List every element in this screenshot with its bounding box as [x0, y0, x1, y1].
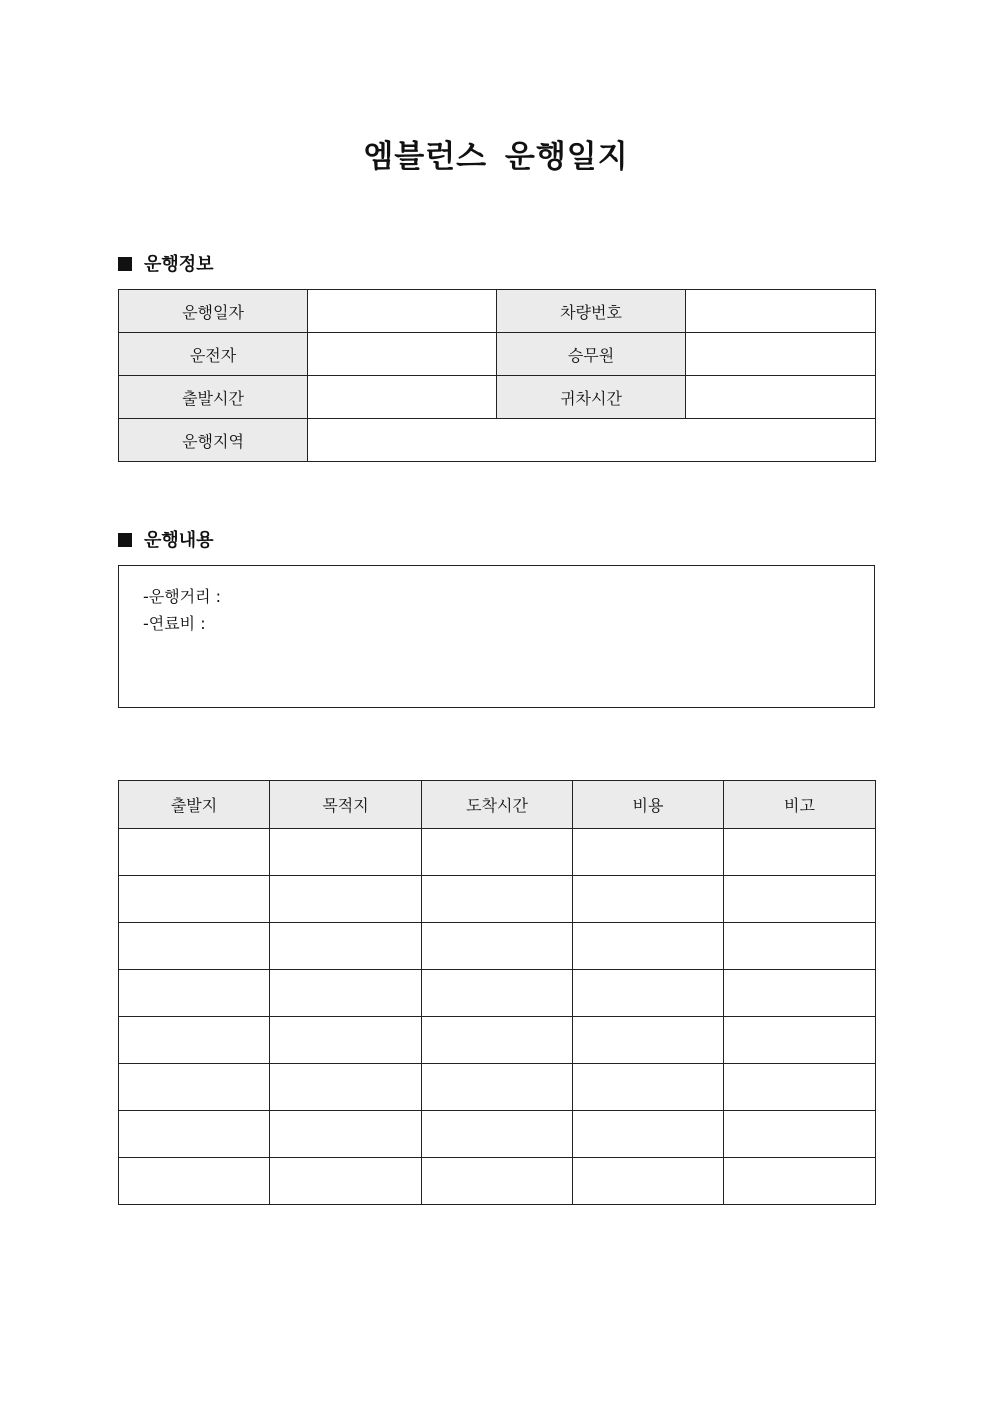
- table-row: [119, 876, 876, 923]
- table-row: [119, 1158, 876, 1205]
- arrival-time-cell[interactable]: [422, 876, 573, 923]
- crew-label: 승무원: [497, 333, 686, 376]
- destination-cell[interactable]: [270, 923, 422, 970]
- info-row-driver: [119, 333, 876, 376]
- remarks-cell[interactable]: [724, 1064, 876, 1111]
- destination-cell[interactable]: [270, 1158, 422, 1205]
- remarks-cell[interactable]: [724, 829, 876, 876]
- table-row: [119, 1111, 876, 1158]
- arrival-time-cell[interactable]: [422, 1111, 573, 1158]
- header-origin: 출발지: [119, 781, 270, 829]
- square-bullet-icon: [118, 533, 132, 547]
- section-heading-info: [118, 253, 214, 277]
- origin-cell[interactable]: [119, 970, 270, 1017]
- info-row-area: [119, 419, 876, 462]
- arrival-time-cell[interactable]: [422, 1158, 573, 1205]
- fuel-cost-line: -연료비 :: [143, 614, 206, 633]
- section-heading-content-label: 운행내용: [144, 530, 214, 551]
- cost-cell[interactable]: [573, 876, 724, 923]
- cost-cell[interactable]: [573, 970, 724, 1017]
- remarks-cell[interactable]: [724, 1017, 876, 1064]
- remarks-cell[interactable]: [724, 923, 876, 970]
- origin-cell[interactable]: [119, 923, 270, 970]
- departure-time-label: 출발시간: [119, 376, 308, 419]
- remarks-cell[interactable]: [724, 1158, 876, 1205]
- log-table: [118, 780, 876, 1205]
- crew-value[interactable]: [686, 333, 876, 376]
- area-value[interactable]: [308, 419, 876, 462]
- arrival-time-cell[interactable]: [422, 1064, 573, 1111]
- arrival-time-cell[interactable]: [422, 829, 573, 876]
- destination-cell[interactable]: [270, 1017, 422, 1064]
- section-heading-info-label: 운행정보: [144, 254, 214, 275]
- cost-cell[interactable]: [573, 1158, 724, 1205]
- table-row: [119, 923, 876, 970]
- destination-cell[interactable]: [270, 876, 422, 923]
- return-time-value[interactable]: [686, 376, 876, 419]
- driver-label: 운전자: [119, 333, 308, 376]
- destination-cell[interactable]: [270, 829, 422, 876]
- content-box[interactable]: [118, 565, 875, 708]
- header-arrival-time: 도착시간: [422, 781, 573, 829]
- departure-time-value[interactable]: [308, 376, 497, 419]
- cost-cell[interactable]: [573, 1111, 724, 1158]
- distance-line: -운행거리 :: [143, 587, 222, 606]
- origin-cell[interactable]: [119, 829, 270, 876]
- destination-cell[interactable]: [270, 1064, 422, 1111]
- table-row: [119, 1017, 876, 1064]
- remarks-cell[interactable]: [724, 876, 876, 923]
- date-value[interactable]: [308, 290, 497, 333]
- log-header-row: [119, 781, 876, 829]
- header-remarks: 비고: [724, 781, 876, 829]
- origin-cell[interactable]: [119, 1017, 270, 1064]
- remarks-cell[interactable]: [724, 970, 876, 1017]
- header-cost: 비용: [573, 781, 724, 829]
- vehicle-number-value[interactable]: [686, 290, 876, 333]
- info-table: [118, 289, 876, 462]
- origin-cell[interactable]: [119, 1111, 270, 1158]
- driver-value[interactable]: [308, 333, 497, 376]
- info-row-times: [119, 376, 876, 419]
- remarks-cell[interactable]: [724, 1111, 876, 1158]
- square-bullet-icon: [118, 257, 132, 271]
- cost-cell[interactable]: [573, 923, 724, 970]
- cost-cell[interactable]: [573, 829, 724, 876]
- destination-cell[interactable]: [270, 1111, 422, 1158]
- origin-cell[interactable]: [119, 876, 270, 923]
- destination-cell[interactable]: [270, 970, 422, 1017]
- table-row: [119, 829, 876, 876]
- vehicle-number-label: 차량번호: [497, 290, 686, 333]
- origin-cell[interactable]: [119, 1064, 270, 1111]
- date-label: 운행일자: [119, 290, 308, 333]
- header-destination: 목적지: [270, 781, 422, 829]
- info-row-date: [119, 290, 876, 333]
- area-label: 운행지역: [119, 419, 308, 462]
- return-time-label: 귀차시간: [497, 376, 686, 419]
- table-row: [119, 1064, 876, 1111]
- arrival-time-cell[interactable]: [422, 1017, 573, 1064]
- arrival-time-cell[interactable]: [422, 970, 573, 1017]
- cost-cell[interactable]: [573, 1064, 724, 1111]
- cost-cell[interactable]: [573, 1017, 724, 1064]
- section-heading-content: [118, 529, 214, 553]
- table-row: [119, 970, 876, 1017]
- page-title: 엠블런스 운행일지: [363, 139, 629, 175]
- arrival-time-cell[interactable]: [422, 923, 573, 970]
- origin-cell[interactable]: [119, 1158, 270, 1205]
